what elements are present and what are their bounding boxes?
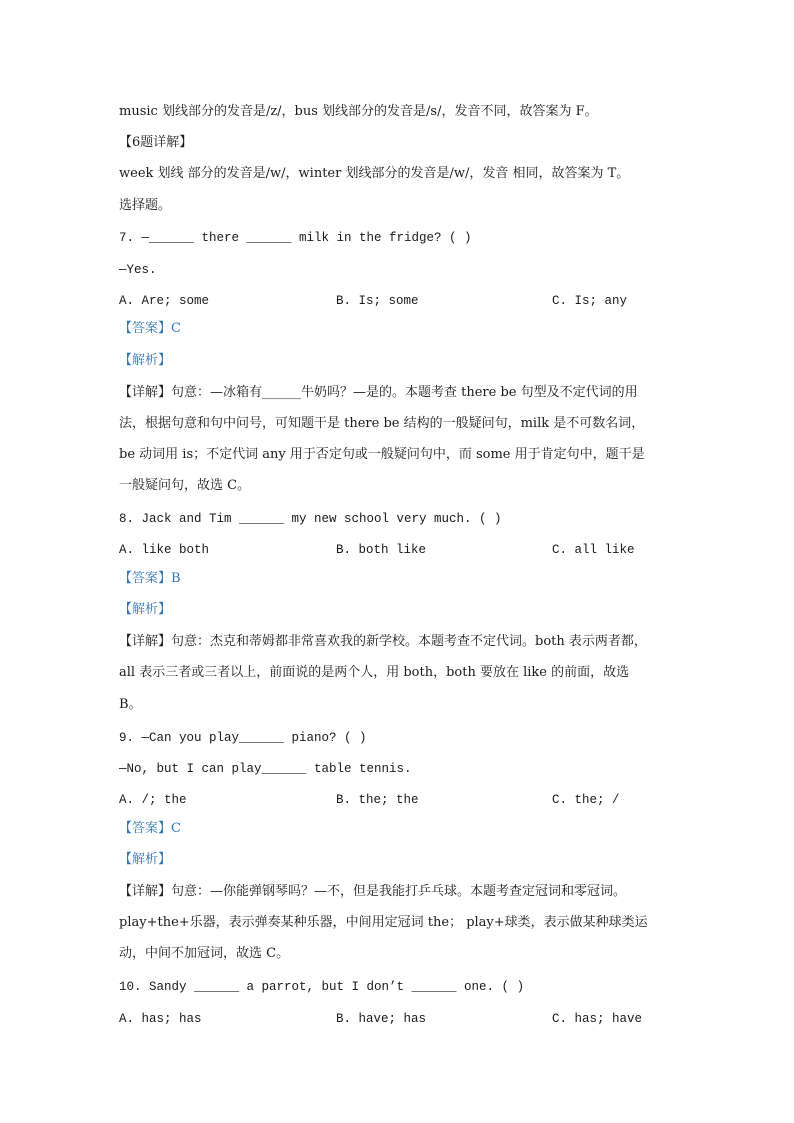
q9-detail-line-3: 动，中间不加冠词，故选 C。 [119, 946, 290, 961]
q6-explanation-music-bus: music 划线部分的发音是/z/，bus 划线部分的发音是/s/，发音不同，故答案为 F。 [119, 104, 598, 119]
q8-stem: 8. Jack and Tim ______ my new school very much. ( ) [119, 512, 502, 526]
q7-option-a: A. Are; some [119, 294, 210, 308]
q10-option-a: A. has; has [119, 1012, 202, 1026]
q8-detail-line-1: 【详解】句意：杰克和蒂姆都非常喜欢我的新学校。本题考查不定代词。both 表示两者都， [119, 634, 647, 649]
q9-option-b: B. the; the [336, 793, 419, 807]
q7-detail-line-3: be 动词用 is；不定代词 any 用于否定句或一般疑问句中，而 some 用于肯定句中，题干是 [119, 447, 645, 462]
q7-analysis-label: 【解析】 [119, 353, 172, 368]
q7-detail-line-1: 【详解】句意：—冰箱有______牛奶吗？—是的。本题考查 there be 句型及不定代词的用 [119, 385, 638, 400]
q10-option-c: C. has; have [552, 1012, 643, 1026]
q9-detail-line-1: 【详解】句意：—你能弹钢琴吗？—不，但是我能打乒乓球。本题考查定冠词和零冠词。 [119, 884, 627, 899]
section-heading-choice: 选择题。 [119, 198, 172, 213]
q7-reply: —Yes. [119, 263, 157, 277]
q9-stem: 9. —Can you play______ piano? ( ) [119, 731, 367, 745]
q7-option-b: B. Is; some [336, 294, 419, 308]
q8-detail-line-3: B。 [119, 697, 142, 712]
q7-stem: 7. —______ there ______ milk in the fridge? ( ) [119, 231, 472, 245]
q10-option-b: B. have; has [336, 1012, 427, 1026]
q7-option-c: C. Is; any [552, 294, 628, 308]
q10-stem: 10. Sandy ______ a parrot, but I don’t ______ one. ( ) [119, 980, 525, 994]
q8-option-a: A. like both [119, 543, 210, 557]
q6-detail-label: 【6题详解】 [119, 135, 193, 150]
q9-option-c: C. the; / [552, 793, 620, 807]
q8-option-c: C. all like [552, 543, 635, 557]
q9-reply: —No, but I can play______ table tennis. [119, 762, 412, 776]
q9-detail-line-2: play+the+乐器，表示弹奏某种乐器，中间用定冠词 the； play+球类，表示做某种球类运 [119, 915, 648, 930]
q7-answer: 【答案】C [119, 321, 181, 336]
q9-analysis-label: 【解析】 [119, 852, 172, 867]
q8-detail-line-2: all 表示三者或三者以上，前面说的是两个人，用 both，both 要放在 like 的前面，故选 [119, 665, 630, 680]
q6-explanation-week-winter: week 划线 部分的发音是/w/，winter 划线部分的发音是/w/，发音 相同，故答案为 T。 [119, 166, 630, 181]
q9-option-a: A. /; the [119, 793, 187, 807]
q7-detail-line-4: 一般疑问句，故选 C。 [119, 478, 251, 493]
q9-answer: 【答案】C [119, 821, 181, 836]
q8-option-b: B. both like [336, 543, 427, 557]
q7-detail-line-2: 法，根据句意和句中问号，可知题干是 there be 结构的一般疑问句，milk 是不可数名词， [119, 416, 645, 431]
q8-answer: 【答案】B [119, 571, 181, 586]
q8-analysis-label: 【解析】 [119, 602, 172, 617]
